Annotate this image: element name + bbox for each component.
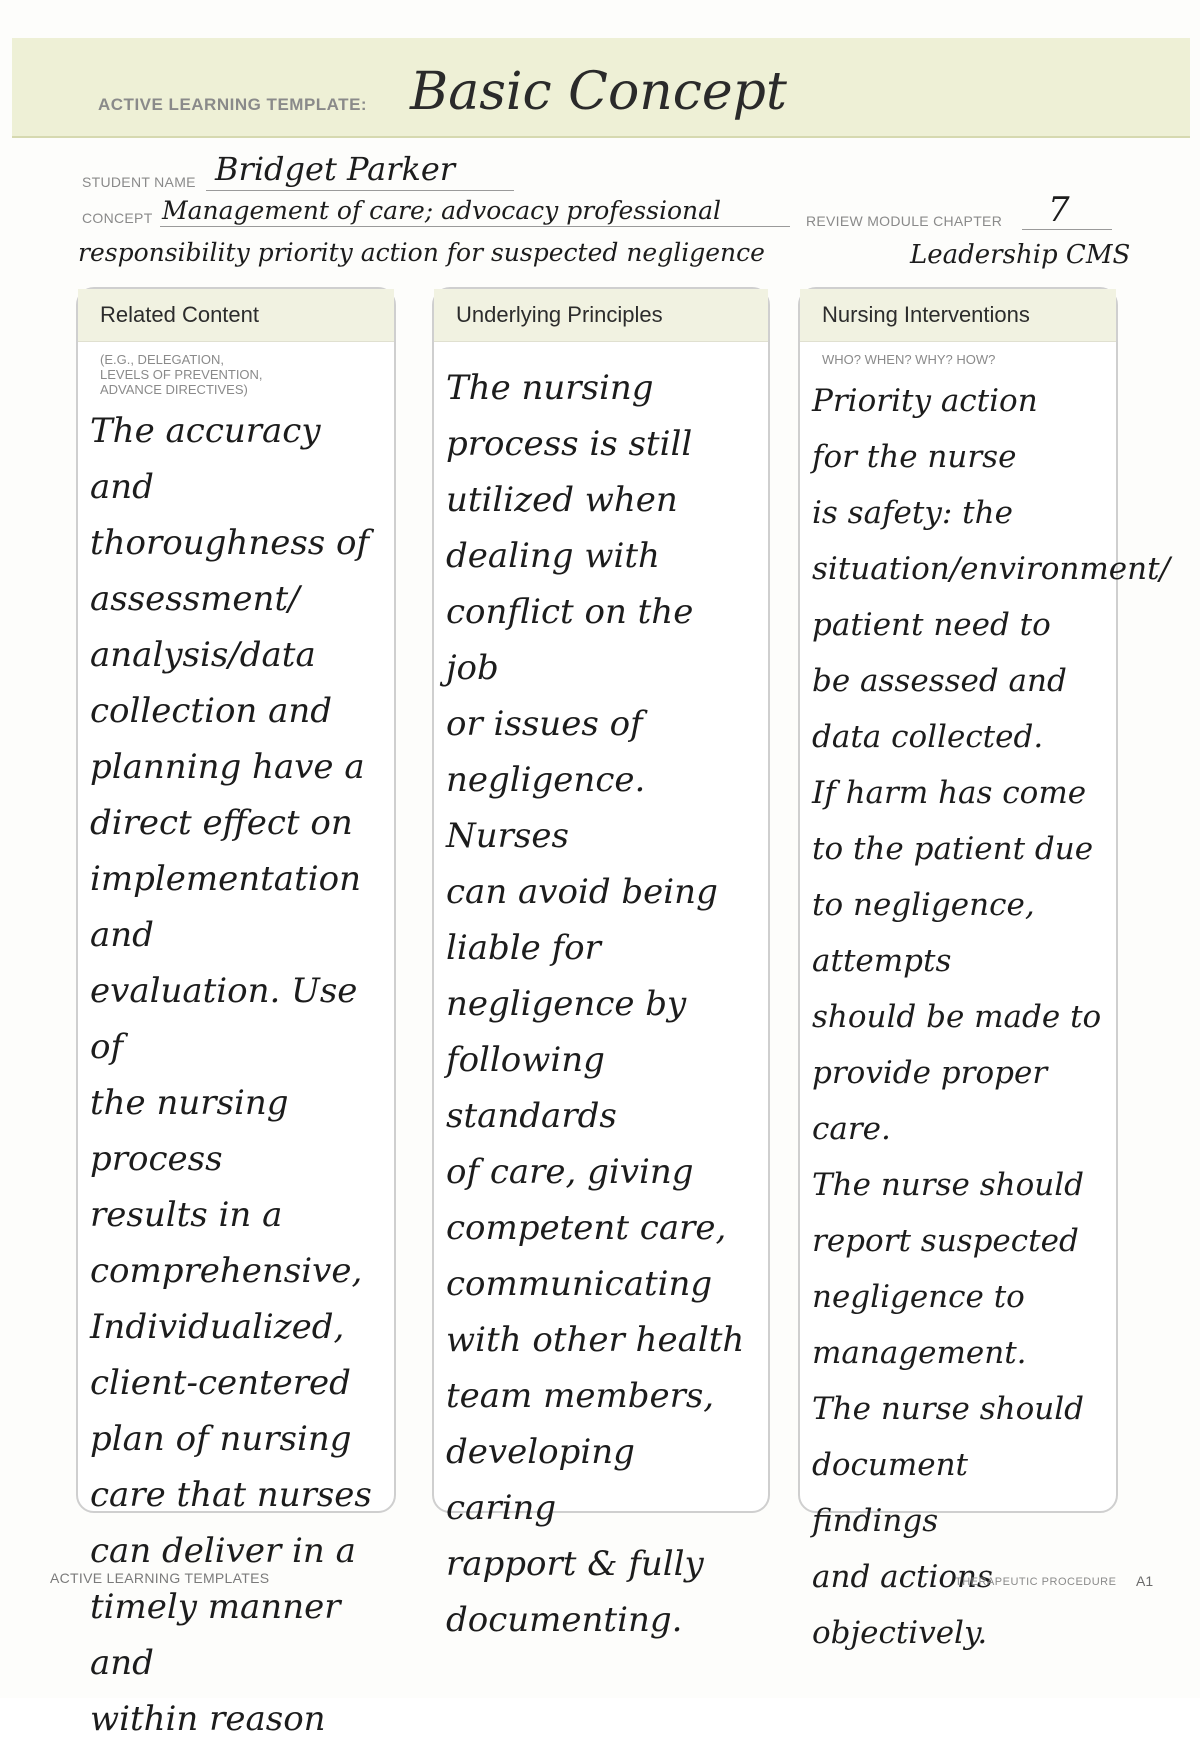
related-content-title: Related Content bbox=[78, 289, 394, 342]
student-name-value: Bridget Parker bbox=[215, 150, 456, 188]
review-chapter-value: 7 bbox=[1048, 190, 1070, 230]
nursing-interventions-subtitle: WHO? WHEN? WHY? HOW? bbox=[822, 352, 996, 367]
footer-right-label: THERAPEUTIC PROCEDURE bbox=[955, 1576, 1117, 1588]
underlying-principles-text: The nursing process is still utilized when dealing with conflict on the job or issues of negligence. Nurses can avoid being liable for negligence by following standards of care, giving competent care, communicating with other health team members, developing caring rapport & fully documenting. bbox=[446, 368, 745, 1640]
template-title: Basic Concept bbox=[410, 62, 787, 122]
footer-left-label: ACTIVE LEARNING TEMPLATES bbox=[50, 1570, 270, 1586]
concept-value-line2: responsibility priority action for suspected negligence bbox=[78, 238, 765, 267]
review-module-label: REVIEW MODULE CHAPTER bbox=[806, 213, 1003, 229]
template-prefix: ACTIVE LEARNING TEMPLATE: bbox=[98, 95, 368, 114]
underlying-principles-title: Underlying Principles bbox=[434, 289, 768, 342]
concept-label: CONCEPT bbox=[82, 210, 153, 226]
related-content-text: The accuracy and thoroughness of assessment/ analysis/data collection and planning have a direct effect on implementation and evaluation. Use of the nursing process results in a comprehensive, Individualized, client-centered plan of nursing care that nurses can deliver in a timely manner and within reason bbox=[90, 411, 372, 1739]
related-content-subtitle: (E.G., DELEGATION, LEVELS OF PREVENTION, ADVANCE DIRECTIVES) bbox=[100, 352, 263, 397]
concept-value-line1: Management of care; advocacy professional bbox=[162, 196, 721, 225]
footer-page-number: A1 bbox=[1136, 1573, 1154, 1589]
student-name-label: STUDENT NAME bbox=[82, 174, 196, 190]
student-name-rule bbox=[206, 190, 514, 191]
nursing-interventions-title: Nursing Interventions bbox=[800, 289, 1116, 342]
concept-rule bbox=[160, 226, 790, 227]
underlying-principles-column bbox=[432, 287, 770, 1640]
review-module-value: Leadership CMS bbox=[910, 240, 1131, 270]
nursing-interventions-text: Priority action for the nurse is safety: the situation/environment/ patient need to be assessed and data collected. If harm has come to the patient due to negligence, attempts should be made to provide proper care. The nurse should report suspected negligence to management. The nurse should document findings and actions objectively. bbox=[812, 383, 1170, 1651]
